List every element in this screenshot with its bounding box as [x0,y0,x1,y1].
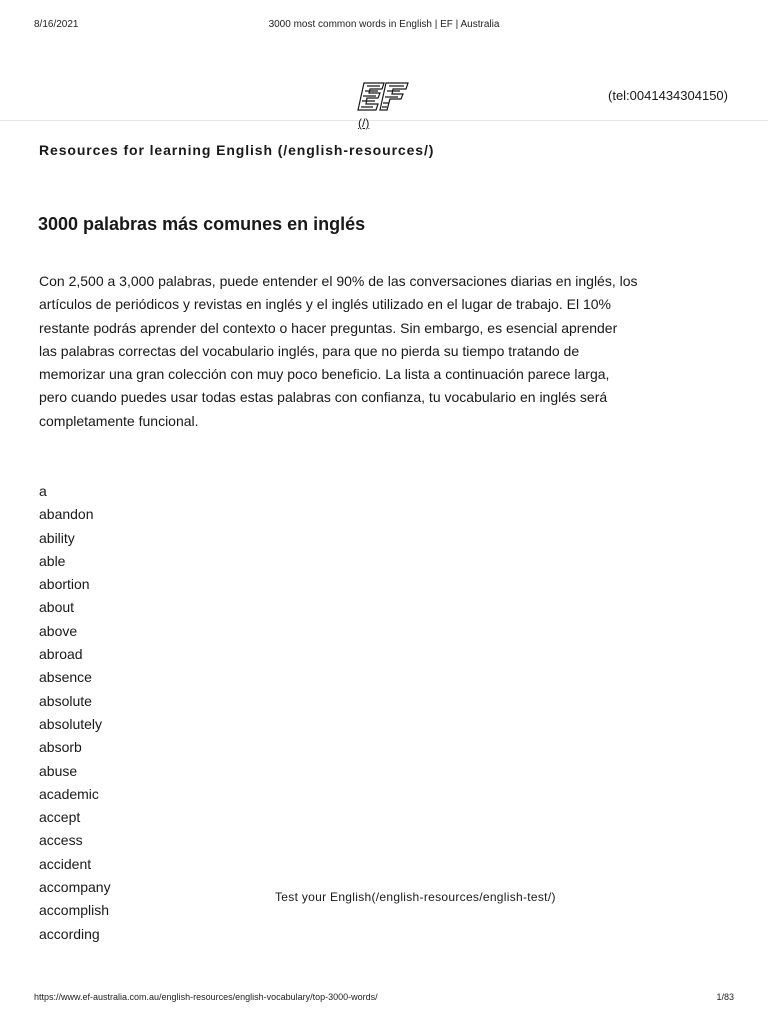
word-list-item: accept [39,809,81,826]
page-title: 3000 palabras más comunes en inglés [38,214,366,234]
print-date: 8/16/2021 [34,19,79,30]
resources-nav-link[interactable]: Resources for learning English (/english-resources/) [39,142,435,158]
word-list-item: abandon [39,506,94,523]
word-list-item: access [39,832,83,849]
page-number: 1/83 [716,992,734,1002]
word-list-item: ability [39,529,75,546]
word-list-item: accomplish [39,902,110,919]
word-list-item: absolutely [39,715,103,732]
print-page-title: 3000 most common words in English | EF | Australia [268,19,500,30]
word-list-item: according [39,925,100,942]
word-list-item: able [39,552,66,569]
word-list-item: abroad [39,646,83,663]
word-list-item: above [39,622,78,639]
word-list-item: absorb [39,739,82,756]
phone-link[interactable]: (tel:0041434304150) [608,88,728,103]
word-list-item: absence [39,669,92,686]
english-test-link[interactable]: Test your English(/english-resources/english-test/) [275,890,556,904]
home-logo-link[interactable] [356,79,412,131]
print-footer-url: https://www.ef-australia.com.au/english-resources/english-vocabulary/top-3000-words/ [34,992,378,1002]
word-list-item: accompany [39,879,111,896]
site-header [0,76,768,130]
word-list-item: a [39,483,47,499]
word-list [39,480,111,946]
word-list-item: about [39,599,75,616]
word-list-item: academic [39,785,99,802]
word-list-item: abortion [39,576,90,593]
word-list-item: absolute [39,692,92,709]
ef-logo-icon [356,79,410,115]
intro-paragraph: Con 2,500 a 3,000 palabras, puede entender el 90% de las conversaciones diarias en inglés, los artículos de periódicos y revistas en inglés y el inglés utilizado en el lugar de trabajo. El 10% restante podrás aprender del contexto o hacer preguntas. Sin embargo, es esencial aprender las palabras correctas del vocabulario inglés, para que no pierda su tiempo tratando de memorizar una gran colección con muy poco beneficio. La lista a continuación parece larga, pero cuando puedes usar todas estas palabras con confianza, tu vocabulario en inglés será completamente funcional. [39,273,638,429]
home-link-url[interactable]: (/) [358,116,370,130]
word-list-item: abuse [39,762,78,779]
word-list-item: accident [39,855,92,872]
